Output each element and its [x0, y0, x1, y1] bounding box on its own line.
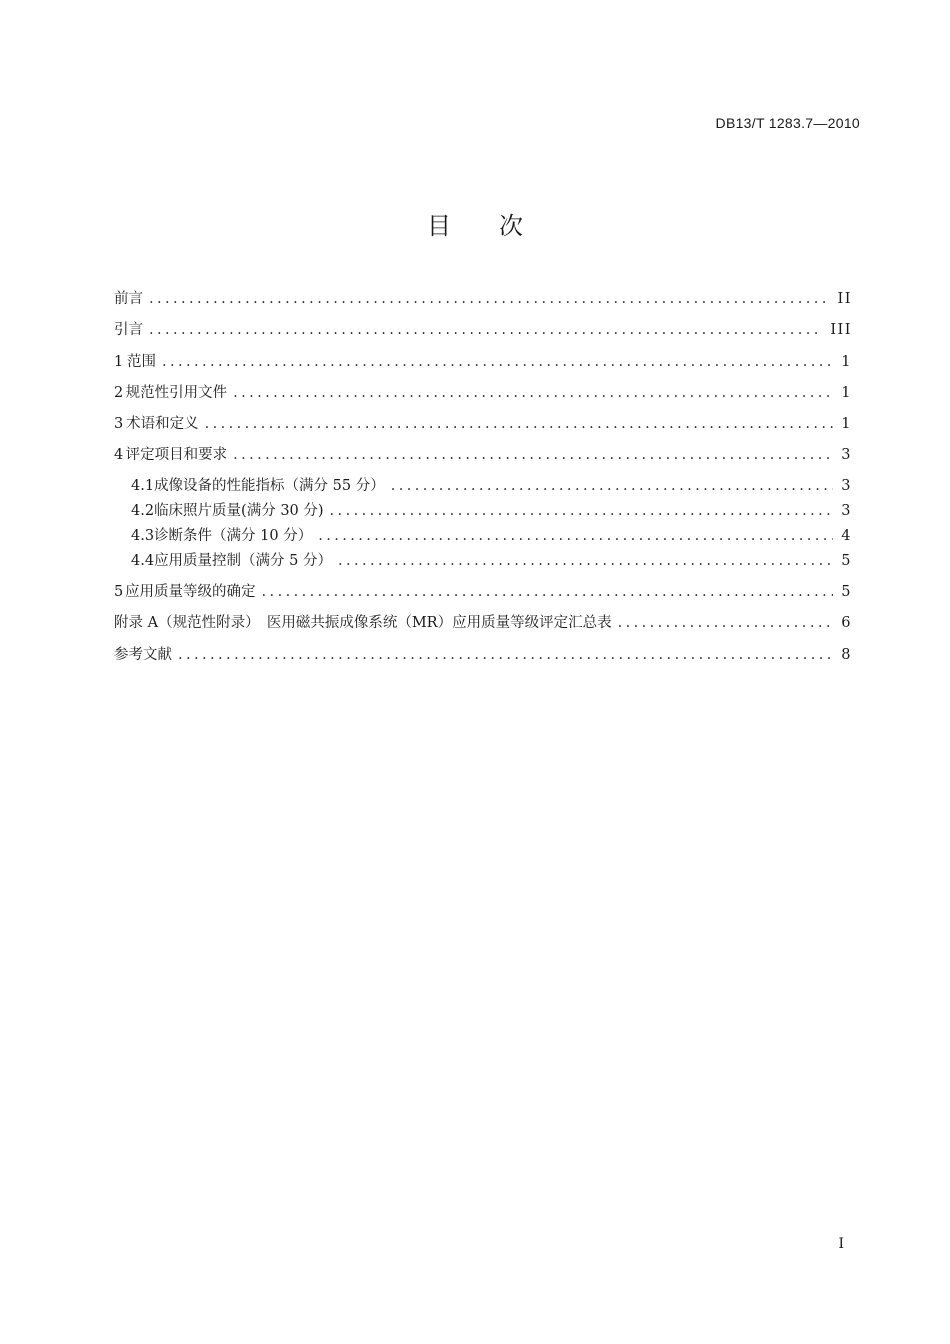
toc-entry-label: 范围 [126, 354, 156, 370]
toc-title-char: 次 [499, 212, 523, 240]
toc-leader-dots [162, 354, 833, 370]
toc-leader-dots [233, 385, 833, 401]
toc-entry-page: 6 [841, 615, 852, 631]
toc-entry-4-1[interactable] [131, 474, 852, 494]
toc-leader-dots [262, 584, 834, 600]
toc-entry-number: 2 [114, 385, 124, 401]
toc-entry-scope[interactable] [114, 350, 852, 370]
toc-entry-page: 8 [841, 647, 852, 663]
toc-entry-label: 诊断条件（满分 10 分） [154, 528, 313, 544]
toc-entry-page: 3 [841, 503, 852, 519]
toc-entry-label: 前言 [114, 291, 143, 307]
toc-entry-page: 5 [841, 584, 852, 600]
toc-entry-page: 1 [841, 354, 852, 370]
toc-entry-page: 4 [841, 528, 852, 544]
toc-leader-dots [318, 528, 833, 544]
toc-entry-page: 1 [841, 416, 852, 432]
toc-entry-label: 引言 [114, 322, 143, 338]
toc-leader-dots [178, 647, 833, 663]
toc-entry-page: III [830, 322, 852, 338]
toc-entry-number: 1 [114, 354, 124, 370]
toc-leader-dots [391, 478, 834, 494]
toc-leader-dots [330, 503, 834, 519]
document-code: DB13/T 1283.7—2010 [715, 115, 860, 131]
toc-entry-4-4[interactable] [131, 549, 852, 569]
toc-entry-number: 3 [114, 416, 124, 432]
toc-entry-bibliography[interactable] [114, 643, 852, 663]
toc-entry-number: 5 [114, 584, 124, 600]
toc-leader-dots [618, 615, 834, 631]
toc-entry-number: 4 [114, 447, 124, 463]
toc-entry-label: 评定项目和要求 [125, 447, 228, 463]
toc-entry-number: 4.1 [131, 478, 155, 494]
toc-entry-label: 附录 A（规范性附录） 医用磁共振成像系统（MR）应用质量等级评定汇总表 [114, 615, 612, 631]
toc-leader-dots [149, 322, 822, 338]
toc-entry-page: 1 [841, 385, 852, 401]
toc-entry-terms-definitions[interactable] [114, 412, 852, 432]
toc-title-char: 目 [427, 212, 451, 240]
toc-entry-page: 3 [841, 447, 852, 463]
toc-entry-introduction[interactable] [114, 318, 852, 338]
toc-entry-appendix-a[interactable] [114, 611, 852, 631]
toc-entry-label: 应用质量等级的确定 [125, 584, 256, 600]
toc-entry-label: 术语和定义 [126, 416, 199, 432]
toc-entry-foreword[interactable] [114, 287, 852, 307]
toc-entry-page: II [837, 291, 852, 307]
toc-entry-label: 临床照片质量(满分 30 分) [154, 503, 324, 519]
toc-entry-normative-references[interactable] [114, 381, 852, 401]
toc-entry-label: 成像设备的性能指标（满分 55 分） [154, 478, 385, 494]
toc-leader-dots [149, 291, 830, 307]
toc-entry-number: 4.2 [131, 503, 155, 519]
toc-entry-quality-grade[interactable] [114, 580, 852, 600]
toc-title [0, 206, 950, 241]
toc-entry-number: 4.3 [131, 528, 155, 544]
toc-leader-dots [233, 447, 833, 463]
toc-entry-evaluation-items[interactable] [114, 443, 852, 463]
toc-leader-dots [205, 416, 834, 432]
page-number: I [838, 1236, 844, 1252]
toc-entry-4-3[interactable] [131, 524, 852, 544]
toc-entry-label: 参考文献 [114, 647, 172, 663]
toc-entry-page: 3 [841, 478, 852, 494]
toc-entry-page: 5 [841, 553, 852, 569]
toc-entry-label: 规范性引用文件 [125, 385, 228, 401]
toc-leader-dots [338, 553, 833, 569]
toc-entry-label: 应用质量控制（满分 5 分） [154, 553, 333, 569]
toc-entry-number: 4.4 [131, 553, 155, 569]
toc-entry-4-2[interactable] [131, 499, 852, 519]
